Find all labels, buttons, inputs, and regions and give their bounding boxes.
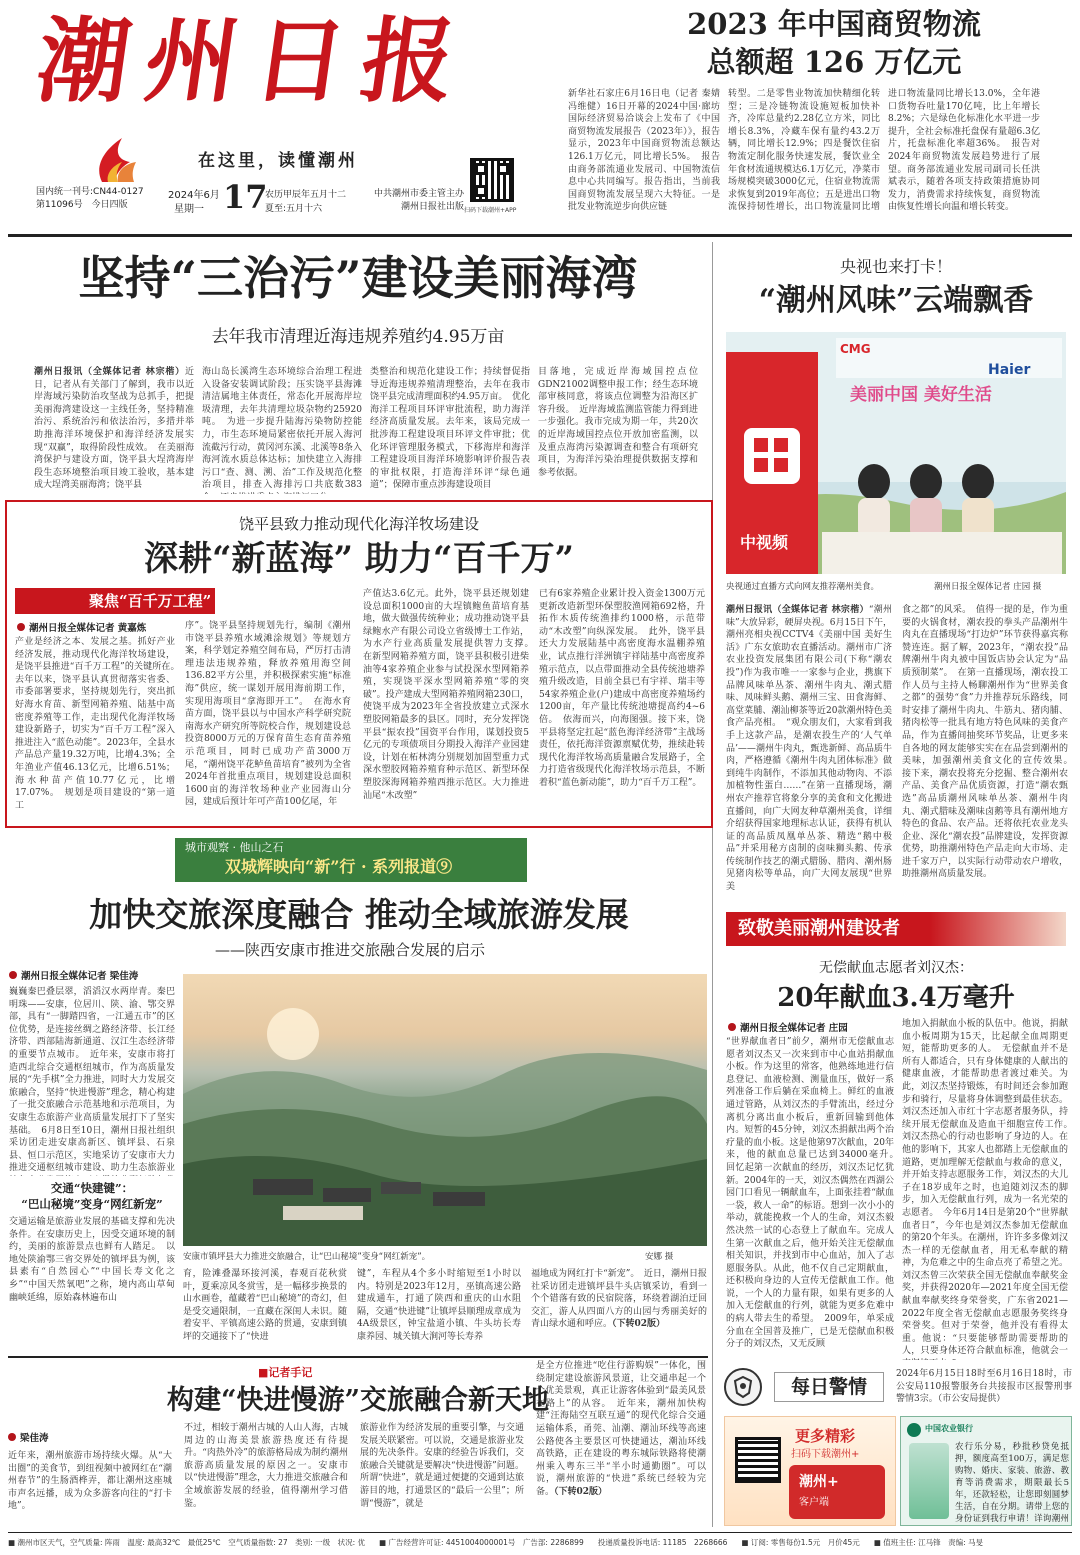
ankang-photo xyxy=(183,974,707,1246)
bay-subhead: 去年我市清理近海违规养殖约4.95万亩 xyxy=(211,327,505,347)
blood-byline: 潮州日报全媒体记者 庄园 xyxy=(728,1020,848,1034)
column-text-col3: 旅游业作为经济发展的重要引擎，与交通发展关联紧密。可以说，交通是旅游业发展的先决条件。安康的经验告诉我们，交旅融合关键就是要解决“快进慢游”问题。所谓“快进”，就是通过便捷的交通到达旅游目的地，打通景区的“最后一公里”；所谓“慢游”，就是 xyxy=(360,1423,524,1509)
ad-app-download[interactable]: 更多精彩 扫码下载潮州+ 潮州+ 客户端 xyxy=(724,1416,896,1526)
daily-police-box xyxy=(724,1364,1072,1410)
blood-text-col2: 地加入捐献血小板的队伍中。他说，捐献血小板周期为15天，比起献全血周期更短，能帮助更多的人。 无偿献血并不是所有人都适合，只有身体健康的人献出的健康血液，才能帮助患者渡过难关。为此，刘汉杰坚持锻炼，有时间还会参加跑步和骑行，尽量将身体调整到最佳状态。刘汉杰还加入市红十字志愿者服务队，持续开展无偿献血及造血干细胞宣传工作。 刘汉杰热心的行动也影响了身边的人。在他的影响下，其家人也都踏上无偿献血的道路，更加理解无偿献血与救命的意义，并开始支持志愿服务工作，刘汉杰的大儿子在18岁成年之时，也追随刘汉杰的脚步，加入无偿献血行列，成为一名光荣的志愿者。 今年6月14日是第20个“世界献血者日”，今年也是刘汉杰参加无偿献血的第20个年头。在潮州，许许多多像刘汉杰一样的无偿献血者，用无私奉献的精神，为危难之中的生命点亮了希望之光。刘汉杰曾三次荣获全国无偿献血奉献奖金奖，并获得2020年—2021年度全国无偿献血奉献奖终身荣誉奖，广东省2021—2022年度全省无偿献血志愿服务奖终身荣誉奖。但对于荣誉，他并没有看得太重。他说：“只要能够帮助需要帮助的人，只要身体还符合献血标准，他就会一 xyxy=(902,1019,1068,1357)
newspaper-title: 潮州日报 xyxy=(30,7,478,115)
ranch-byline: 潮州日报全媒体记者 黄嘉炼 xyxy=(17,620,146,634)
masthead: 潮州日报 在这里，读懂潮州 国内统一刊号:CN44-0127 第11096号 今日四版 2024年6月 星期一 17 农历甲辰年五月十二 夏至:五月十六 中共潮州市委主管主办 潮州日报社出版 扫码下载潮州+APP xyxy=(30,7,517,216)
ranch-text-col3: 产值达3.6亿元。此外，饶平县还规划建设总面积1000亩的大埕镇鲍鱼苗培育基地，做大做强传统种业；成功推动饶平县绿鲍水产有限公司设立省级博士工作站，为水产行业高质量发展提供智力支撑。 在新型网箱养殖方面，饶平县积极引进柴油等4家养殖企业参与试投深水型网箱养殖，实现饶平深水型网箱养殖“零的突破”。投产建成大型网箱养殖网箱230口，使饶平成为2023年全省投放建立式深水塑胶网箱最多的县区。同时，充分发挥饶平县“振农投”国资平台作用，谋划投资5亿元的专项债项目分期投入海洋产业园建设，计划在柘林湾分别规划加固型重力式深水塑胶网箱养殖育种示范区、新型环保塑胶深海网箱养殖西推示范区。大力推进汕尾“木改塑” xyxy=(363,589,529,801)
xian-text-col1b: 交通运输是旅游业发展的基础支撑和先决条件。在安康历史上，因受交通环境的制约，美丽的旅游景点也鲜有人踏足。 以地处陕渝鄂三省交界处的镇坪县为例，该县素有“自然园心”“中国长寿文化之乡”“中国天然氧吧”之称，境内高山草甸幽峡延绵，原始森林遍布山 xyxy=(9,1217,175,1303)
publisher-info: 中共潮州市委主管主办 潮州日报社出版 xyxy=(373,189,464,212)
sign-cmg: CMG xyxy=(840,342,871,356)
ranch-kicker: 饶平县致力推动现代化海洋牧场建设 xyxy=(238,515,479,533)
column-text-col4: 是全方位推进“吃住行游购娱”一体化，围绕制定建设旅游风景道，让交通串起一个个优美景观，真正让游客体验到“最美风景在路上”的从容。 近年来，潮州加快构建“汪海陆空互联互通”的现代化综合交通运输体系，甬莞、汕潮、潮汕环线等高速公路使各主要景区可快捷通达，潮汕环线高铁路，正在建设的粤东城际铁路将使潮州乘入粤东三半“半小时通勤圈”。可以说，潮州旅游的“快进”系统已经较为完备。（下转02版） xyxy=(536,1361,706,1497)
article-blood-donor xyxy=(720,912,1072,1360)
ranch-headline: 深耕“新蓝海” 助力“百千万” xyxy=(143,539,575,579)
bay-text-col1: 潮州日报讯（全媒体记者 林宗楷）近日，记者从有关部门了解到，我市以近岸海域污染防治攻坚战为总抓手，把提美丽海湾建设这一主线任务，坚持精准治污、系统治污和依法治污，多措并举助推海洋环境保护和海洋经济发展实现“双赢”，取得阶段性成效。 在美丽海湾保护与建设方面，饶平县大埕湾海岸段生态环境整治项目竣工验收，基本建成大埕湾美丽海湾；饶平县 xyxy=(34,367,194,491)
date-day: 17 xyxy=(223,178,268,216)
bay-text-col2: 海山岛长溪湾生态环境综合治理工程进入设备安装调试阶段；压实饶平县海滩清洁属地主体责任，常态化开展海岸垃圾清理，去年共清理垃圾杂物约25920吨。 为进一步提升陆海污染物防控能力，市生态环境局紧密依托开展入海河流截污行动，黄冈河东溪、北溪等8条入海河流水质总体达标；加快建立入海排污口“查、测、溯、治”工作及规范化整治项目，排查入海排污口共底数383 xyxy=(202,367,362,491)
footer: ■ 潮州市区天气，空气质量: 阵雨 温度: 最高32℃ 最低25℃ 空气质量指数: 27 类别: 一级 状况: 优 ■ 广告经营许可证: 4451004000001号 广告部: 2286899 投递质量投诉电话: 11185 2268666 ■ 订阅: 零售每份1.5元 月价45元 ■ 值班主任: 江马锋 责编: 马旻 xyxy=(8,1538,984,1547)
trade-text-col2: 转型。二是零售业物流加快精细化转型；三是冷链物流设施短板加快补齐，冷库总量约2.28亿立方米，同比增长8.3%，冷藏车保有量约43.2万辆，同比增长12.9%；四是餐饮住宿物流定制化服务快速发展，餐饮业全年食材流通规模达6.1万亿元，净菜市场规模突破3000亿元，住宿业物流需求恢复到2019年高位；五是进出口物流保持韧性增长，出口物流量同比增 xyxy=(728,89,880,212)
byline-dot-icon xyxy=(8,1433,16,1441)
sign-brand: 中视频 xyxy=(740,533,789,552)
article-chaozhou-flavor xyxy=(720,242,1072,910)
sign-haier: Haier xyxy=(988,362,1031,378)
livestream-caption: 央视通过直播方式向网友推荐潮州美食。 xyxy=(726,582,880,592)
xian-subhead: ——陕西安康市推进交旅融合发展的启示 xyxy=(215,941,486,959)
flavor-text-col2: 食之都”的风采。 值得一提的是，作为重要的火锅食材，潮农投的拳头产品潮州牛肉丸在直播现场“打边炉”环节获得嘉宾称赞连连。据了解，2023年，“潮农投”品牌潮州牛肉丸被中国饭店协会认定为“品质预制菜”。 在第一直播现场，潮农投工作人员与主持人畅聊潮州作为“世界美食之都”的强势“食”力并推荐玩乐路线，同时安排了潮州牛肉丸、牛筋丸、猪肉脯、猪肉松等一批具有地方特色风味的美食产品，作为直播间抽奖环节奖品，让更多来自各地的网友能够实实在在品尝到潮州的美味，加强潮州美食文化的宣传效果。 接下来，潮农投将充分挖掘、整合潮州农产品、美食产品优质资源，打造“潮农甄选”高品质潮州风味单丛茶、潮州牛肉丸、潮式腊味及潮味卤鹅等具有潮州地方特色的食品、农产品。还将依托农业龙头企业、深化“潮农投”品牌建设，发挥资源优势，助推潮州特色产品走向大市场、走进千家万户，以实际行动带动农户增收，助推潮州高质量发展。 xyxy=(902,605,1068,880)
article-trade-logistics xyxy=(560,0,1080,225)
column-headline: 构建“快进慢游”交旅融合新天地 xyxy=(166,1385,550,1416)
flame-logo-icon xyxy=(92,132,142,184)
xian-byline: 潮州日报全媒体记者 梁佳涛 xyxy=(9,968,138,982)
police-badge-icon xyxy=(724,1368,762,1406)
date-block: 2024年6月 星期一 17 农历甲辰年五月十二 夏至:五月十六 xyxy=(168,178,347,216)
ranch-text-col1: 产业是经济之本、发展之基。抓好产业经济发展，推动现代化海洋牧场建设，是饶平县推进“百千万工程”的关键所在。 去年以来，饶平县认真贯彻落实省委、市委部署要求，坚持规划先行，突出抓好海水育苗、新型网箱养殖、陆基中高密度养殖等工作，走出现代化海洋牧场建设新路子，切实为“百千万工程”深入推进注入“蓝色动能”。2023年，全县水产品总产量19.32万吨，比增4.3%；全年渔业产值46.13亿元，比增6.51%；海水种苗产值10.77亿元，比增17.07%。 规划是项目建设的“第一道工 xyxy=(15,637,175,811)
trade-text-col3: 进口物流量同比增长13.0%，全年港口货物吞吐量170亿吨，比上年增长8.2%；六是绿色化标准化水平进一步提升，全社会标准托盘保有量超6.3亿片，托盘标准化率超36%。 报告对2024年商贸物流发展趋势进行了展望。商务部流通业发展司副司长任洪斌表示，随着各项支持政策措施协同发力，消费需求持续恢复，商贸物流由恢复性增长向温和增长转变。 xyxy=(888,89,1040,212)
ankang-photo-credit: 安娜 摄 xyxy=(645,1252,674,1262)
livestream-photo xyxy=(726,332,1066,574)
flavor-kicker: 央视也来打卡！ xyxy=(839,257,952,276)
xian-text-colA: 育，险滩叠瀑环接河溪，春观百花秋赏叶，夏乘凉风冬赏雪，是一幅移步换景的山水画卷，蕴藏着“巴山秘境”的奇幻，但是受交通限制，一直藏在深闺人未识。随着安平、平镇高速公路的贯通，安康到镇坪的交通接下了“快进 xyxy=(183,1269,347,1342)
bank-logo-icon xyxy=(907,1423,921,1437)
trade-headline-1: 2023 年中国商贸物流 xyxy=(687,7,981,41)
column-text-col1: 近年来，潮州旅游市场持续火爆。从“大出圈”的美食节，到纽视频中被网红在“潮州春节”的生肠酒桦弄，都让潮州这座城市声名远播，成为众多游客向往的“打卡地”。 xyxy=(8,1451,172,1512)
bay-text-col3: 类整治和规范化建设工作；持续督促指导近海违规养殖清理整治，去年在我市饶平县完成清理面积约4.95万亩。 优化海洋工程项目环评审批流程，助力海洋经济高质量发展。去年来，该局完成一批涉海工程建设项目环评文件审批；优化环评管理服务模式，下移海岸和海洋工程建设项目海洋环境影响评价报告表的审批权限，打造海洋环评“绿色通道”；保障市重点涉海建设项目 xyxy=(370,367,530,491)
xian-text-col1: 巍巍秦巴叠层翠，滔滔汉水两岸青。秦巴明珠——安康，位居川、陕、渝、鄂交界部，具有“一脚踏四省，一江通五市”的区位优势，是连接丝绸之路经济带、长江经济带、西部陆海新通道、汉江生态经济带的重要节点城市。 近年来，安康市将打造西北综合交通枢纽城市，作为高质量发展的“先手棋”全力推进，同时大力发展交旅融合，坚持“快进慢游”理念，精心构建了一批交旅融合示范基地和示范项目，为安康生态旅游产业高质量发展打下了坚实基础。 6月8日至10日，潮州日报社组织采访团走进安康高新区、镇坪县、石泉县、恒口示范区，实地采访了安康市大力推进交通枢纽城市建设、助力生态旅游业 xyxy=(9,987,175,1174)
blood-kicker: 无偿献血志愿者刘汉杰： xyxy=(819,960,973,976)
blood-banner: 致敬美丽潮州建设者 xyxy=(726,912,1066,946)
article-marine-ranch xyxy=(5,500,713,828)
section-divider xyxy=(8,1356,708,1358)
ad-bank[interactable]: 中国农业银行 农行乐分易，秒批秒贷免抵押，额度高至100万，满足您购物、婚庆、家装、旅游、教育等消费需求，期限最长5年，还款轻松，让您即刻圆梦生活，自在分期。请带上您的身份证到我行申请！详询潮州 xyxy=(900,1416,1072,1526)
column-text-col2: 不过，相较于潮州古城的人山人海，古城周边的山海美景旅游热度还有待提升。“肉热外冷”的旅游格局成为制约潮州旅游高质量发展的原因之一。安康市以“快进慢游”理念，大力推进交旅融合和全域旅游发展的经验，值得潮州学习借鉴。 xyxy=(184,1423,348,1509)
article-reporter-notes xyxy=(8,1360,708,1530)
series-banner: 城市观察 · 他山之石 双城辉映向“新”行 · 系列报道⑨ xyxy=(175,838,527,882)
xian-headline: 加快交旅深度融合 推动全域旅游发展 xyxy=(89,895,629,934)
column-label: ■记者手记 xyxy=(258,1366,313,1379)
trade-headline-2: 总额超 126 万亿元 xyxy=(706,45,962,79)
ranch-text-col2: 序”。饶平县坚持规划先行，编制《潮州市饶平县养殖水域滩涂规划》等规划方案，科学划定养殖空间布局，严厉打击清理违法违规养殖，释放养殖用海空间136.82平方公里，并积极探索实施“标准海”供应，统一谋划开展用海前期工作，实现用海项目“拿海即开工”。 在海水育苗方面，饶平县以与中国水产科学研究院南海水产研究所等院校合作，规划建设总投资8000万元的万保育苗生态育苗养殖示范项目，同时已成功产苗3000万尾，“潮州饶平花鲈鱼苗培育”被列为全省2024年首批重点项目，规划建设总面积1600亩的海洋牧场种业产业园海山分园，建成后预计年可产苗100亿尾，年 xyxy=(185,621,351,808)
app-qr-code[interactable] xyxy=(470,158,514,202)
police-text: 2024年6月15日18时至6月16日18时，市公安局110报警服务台共接报市区报警刑事警情3宗。（市公安局提供） xyxy=(896,1369,1072,1405)
byline-dot-icon xyxy=(728,1023,736,1031)
byline-dot-icon xyxy=(17,623,25,631)
trade-text-col1: 新华社石家庄6月16日电（记者 秦婧 冯维健）16日开幕的2024中国·廊坊国际经济贸易洽谈会上发布了《中国商贸物流发展报告（2023年）》，报告显示，2023年中国商贸物流总额达126.1万亿元，同比增长5%。 报告由商务部流通业发展司、中国物流信息中心共同编写。报告指出，当前我国商贸物流发展呈现六大特征。一是批发业物流逆步向供应链 xyxy=(568,89,720,212)
ad-qr-code[interactable] xyxy=(735,1437,781,1483)
masthead-divider xyxy=(8,234,1072,237)
sign-main: 美丽中国 美好生活 xyxy=(850,385,992,405)
article-beautiful-bay xyxy=(8,242,708,494)
ranch-banner: 聚焦“百千万工程” xyxy=(15,588,215,614)
xian-text-colC: 福地成为网红打卡“新宠”。 近日，潮州日报社采访团走进镇坪县牛头店镇采访，看到一个个错落有致的民宿院落，环绕着湖泊迂回交汇，游人从四面八方的山园与秀丽美好的青山绿水通和呼应。（下转02版） xyxy=(531,1269,707,1330)
article-ankang-tourism xyxy=(5,834,713,1352)
flavor-text-col1: 潮州日报讯（全媒体记者 林宗楷）“潮州味”大放异彩，硬屏央视。6月15日下午，潮州亮相央视CCTV4《美丽中国 美好生活》广东女旅助农直播活动。潮州市广济农业投资发展集团有限公司(下称“潮农投”)作为我市唯一一家参与企业，携旗下品牌风味单丛茶、潮州牛肉丸、潮式腊味、凤味鲜头鹅、潮州三宝、田食海鲜、高堂菜脯、潮汕柳茶等近20款潮州特色美食产品亮相。 “观众朋友们，大家看到我手上这款产品，是潮农投生产的‘人气单品’——潮州牛肉丸，甄选新鲜、高品质牛肉，严格遵循《潮州牛肉丸团体标准》做到纯牛肉制作，不添加其他动物肉、不添加植物性蛋白……”在第一直播现场，潮州农产推荐官将象分享的美食和文化搬进直播间，向广大网友种草潮州美食，详细介绍获得国家地理标志认证，获得有机认证的高品质凤凰单丛茶、精选“鹅中极品”并采用秘方卤制的卤味狮头鹅、传承传统制作技艺的潮式腊肠、腊肉、潮州肠见猪肉松等单品，向广大网友展现“世界美 xyxy=(726,605,892,893)
ankang-photo-caption: 安康市镇坪县大力推进交旅融合，让“巴山秘境”变身“网红新宠”。 xyxy=(183,1252,431,1262)
issue-info: 国内统一刊号:CN44-0127 第11096号 今日四版 xyxy=(36,187,144,210)
ranch-text-col4: 已有6家养殖企业累计投入资金1300万元更新改造新型环保塑胶渔网箱692格，升拓作木质传统渔排约1000格，示范带动“木改塑”向纵深发展。 此外，饶平县还大力发展陆基中高密度海水温棚养殖业，试点推行洋洲镇宇祥陆基中高密度养殖示范点，以点带面推动全县传统池塘养殖升级改造，目前全县已有宇祥、瑞丰等54家养殖企业(户)建成中高密度养殖场约1200亩，年产量比传统池塘提高约4~6倍。 依海而兴，向海图强。接下来，饶平县将坚定扛起“蓝色海洋经济带”主战场责任，依托海洋资源禀赋优势，推续赴转现代化海洋牧场高质量融合发展路子，全力打造省级现代化海洋牧场示范县，不断着积“蓝色新动能”，助力“百千万工程”。 xyxy=(539,589,705,788)
blood-text-col1: “世界献血者日”前夕，潮州市无偿献血志愿者刘汉杰又一次来到市中心血站捐献血小板。作为这里的常客，他熟练地进行信息登记、血液检测、测量血压，做好一系列准备工作后躺在采血椅上。鲜红的血液通过管路，从刘汉杰的手臂流出，经过分离机分离出血小板后，重新回输到他体内。短暂的45分钟，刘汉杰捐献出两个治疗量的血小板。这是他第97次献血，20年来，他的献血总量已达到34000毫升。 回忆起第一次献血的经历，刘汉杰记忆犹新。2004年的一天，刘汉杰偶然在西湖公园门口看见一辆献血车，上面张挂着“献血一袋，救人一命”的标语。想到一次小小的举动，就能挽救一个人的生命，刘汉杰毅然决然一试的心态登上了献血车。完成人生第一次献血之后，他开始关注无偿献血相关知识，并找到市中心血站，加入了志愿服务队。从此，他不仅自己定期献血，还积极向身边的人宣传无偿献血工作。他说，一个人的力量有限，如果有更多的人加入无偿献血的行列，就能为更多危难中的病人带去生的希望。 2009年，单采成分血在全国普及推广，已是无偿献血积极分子的刘汉杰，又无反顾 xyxy=(726,1037,894,1350)
bank-illustration xyxy=(909,1443,949,1519)
xian-text-colB: 键”，车程从4个多小时缩短至1小时以内。特别是2023年12月，巫镇高速公路建成通车，打通了陕西和重庆的山水阻隔，交通“快进键”让镇坪县顺理成章成为4A级景区，钟宝盐道小镇、牛头坊长寿康养园、城关镇大涧河等长寿养 xyxy=(357,1269,521,1342)
bay-headline: 坚持“三治污”建设美丽海湾 xyxy=(78,251,638,305)
blood-headline: 20年献血3.4万毫升 xyxy=(777,983,1015,1013)
police-title: 每日警情 xyxy=(774,1372,884,1402)
slogan: 在这里，读懂潮州 xyxy=(198,151,358,171)
byline-dot-icon xyxy=(9,971,17,979)
flavor-headline: “潮州风味”云端飘香 xyxy=(758,283,1034,318)
xian-subheading-2: “巴山秘境”变身“网红新宠” xyxy=(21,1197,163,1211)
livestream-credit: 潮州日报全媒体记者 庄园 摄 xyxy=(934,582,1042,592)
footer-rule xyxy=(8,1532,1072,1533)
bay-text-col4: 目落地，完成近岸海域国控点位GDN21002调整申报工作；经生态环境部审核同意，将该点位调整为沿海区扩容升级。 近岸海域监测监管能力得到进一步强化。我市完成为期一年，共20次的近岸海域国控点位开放加密监测，以及重点海湾污染源调查和整合有项研究项目，为海洋污染治理提供数据支撑和参考依据。 xyxy=(538,367,698,478)
column-byline: 梁佳涛 xyxy=(8,1430,49,1444)
xian-subheading-1: 交通“快建键”： xyxy=(50,1181,134,1195)
